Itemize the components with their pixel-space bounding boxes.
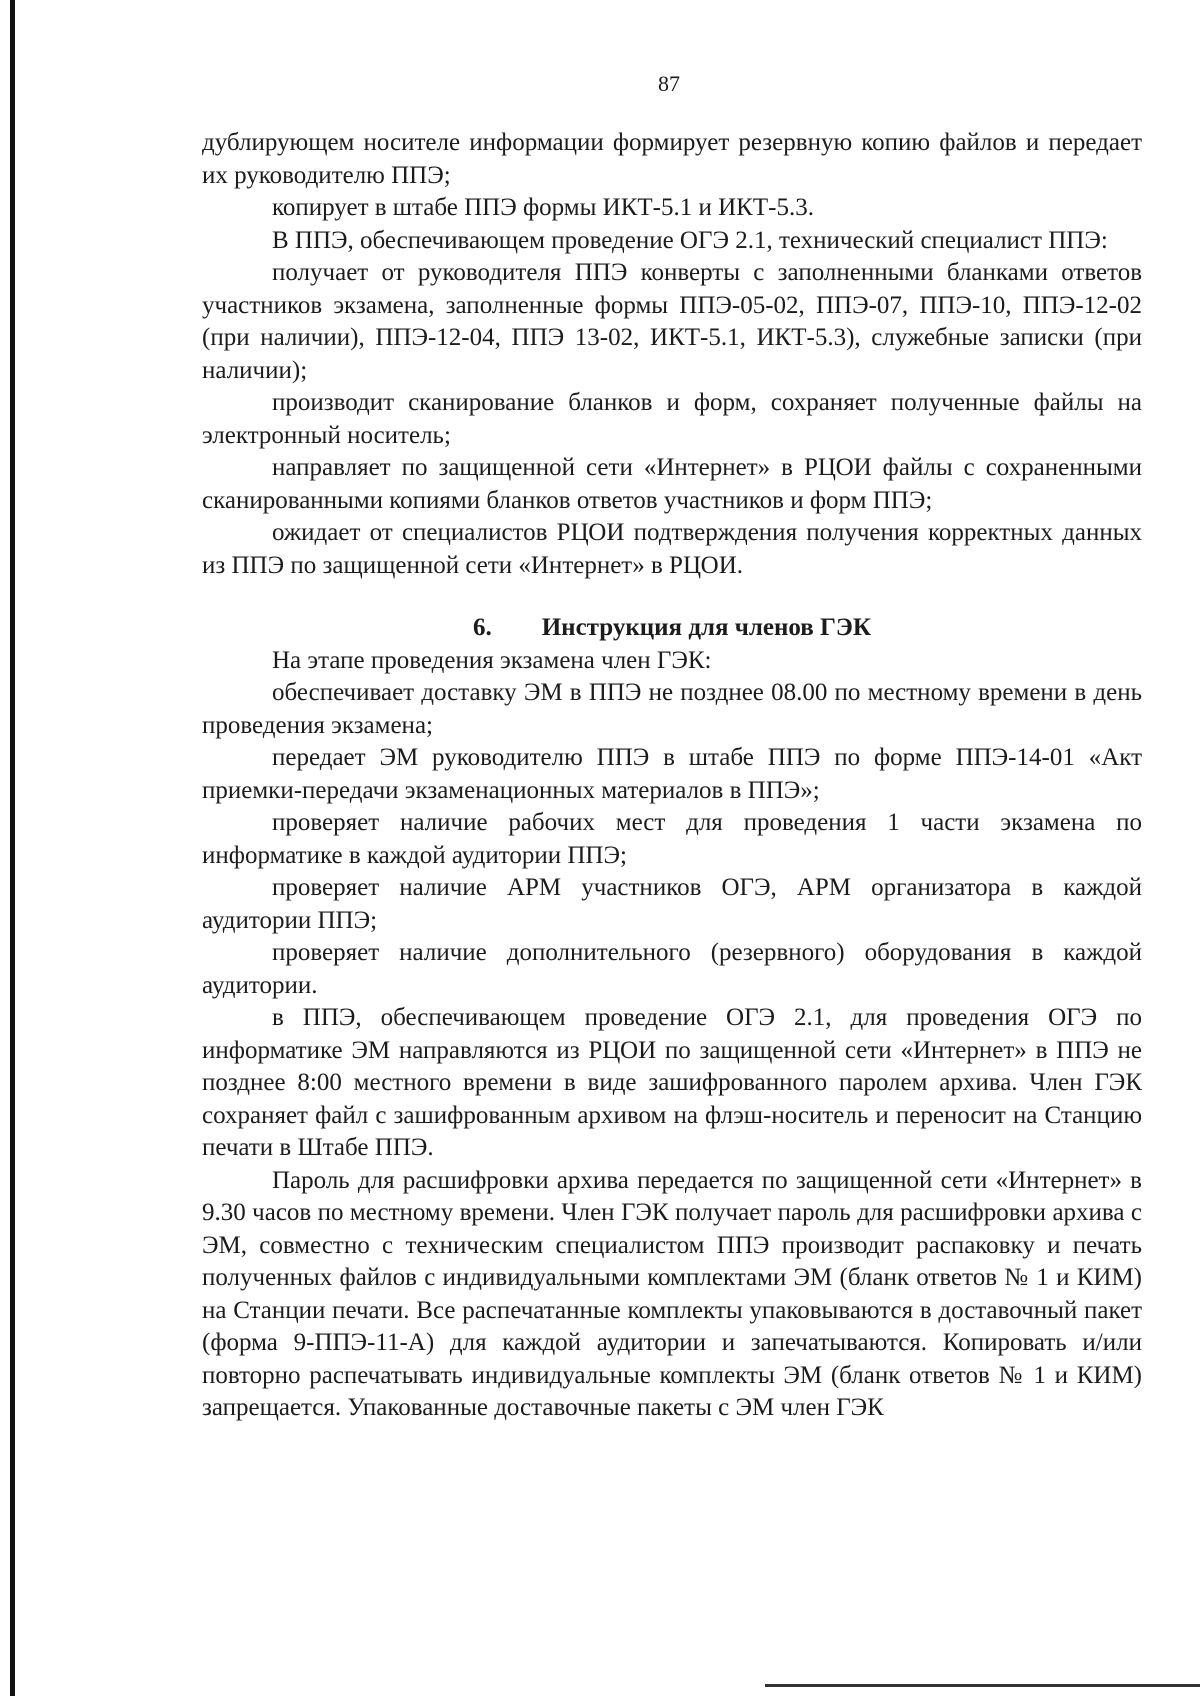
paragraph: в ППЭ, обеспечивающем проведение ОГЭ 2.1, для проведения ОГЭ по информатике ЭМ направляются из РЦОИ по защищенной сети «Интернет» в ППЭ не позднее 8:00 местного времени в виде зашифрованного паролем архива. Член ГЭК сохраняет файл с зашифрованным архивом на флэш-носитель и переносит на Станцию печати в Штабе ППЭ. [202, 1004, 1142, 1161]
scan-border-bottom [765, 1684, 1200, 1687]
section-title: Инструкция для членов ГЭК [541, 614, 872, 641]
section-heading [202, 612, 1142, 645]
paragraph: дублирующем носителе информации формирует резервную копию файлов и передает их руководителю ППЭ; [202, 129, 1142, 189]
paragraphs-after [202, 645, 1142, 1425]
paragraph: В ППЭ, обеспечивающем проведение ОГЭ 2.1, технический специалист ППЭ: [272, 226, 1108, 254]
paragraph: ожидает от специалистов РЦОИ подтверждения получения корректных данных из ППЭ по защищенной сети «Интернет» в РЦОИ. [202, 519, 1142, 579]
paragraph: копирует в штабе ППЭ формы ИКТ-5.1 и ИКТ-5.3. [272, 194, 814, 221]
paragraphs-before [202, 127, 1142, 582]
paragraph: проверяет наличие рабочих мест для проведения 1 части экзамена по информатике в каждой аудитории ППЭ; [202, 809, 1142, 869]
paragraph: получает от руководителя ППЭ конверты с заполненными бланками ответов участников экзамена, заполненные формы ППЭ-05-02, ППЭ-07, ППЭ-10, ППЭ-12-02 (при наличии), ППЭ-12-04, ППЭ 13-02, ИКТ-5.1, ИКТ-5.3), служебные записки (при наличии); [202, 259, 1142, 384]
document-body [202, 127, 1142, 1425]
paragraph: обеспечивает доставку ЭМ в ППЭ не позднее 08.00 по местному времени в день проведения экзамена; [202, 679, 1142, 739]
paragraph: Пароль для расшифровки архива передается по защищенной сети «Интернет» в 9.30 часов по местному времени. Член ГЭК получает пароль для расшифровки архива с ЭМ, совместно с техническим специалистом ППЭ производит распаковку и печать полученных файлов с индивидуальными комплектами ЭМ (бланк ответов № 1 и КИМ) на Станции печати. Все распечатанные комплекты упаковываются в доставочный пакет (форма 9-ППЭ-11-А) для каждой аудитории и запечатываются. Копировать и/или повторно распечатывать индивидуальные комплекты ЭМ (бланк ответов № 1 и КИМ) запрещается. Упакованные доставочные пакеты с ЭМ член ГЭК [202, 1166, 1142, 1421]
paragraph: производит сканирование бланков и форм, сохраняет полученные файлы на электронный носитель; [202, 389, 1142, 449]
section-number: 6. [472, 614, 492, 641]
paragraph: На этапе проведения экзамена член ГЭК: [272, 646, 712, 674]
paragraph: направляет по защищенной сети «Интернет» в РЦОИ файлы с сохраненными сканированными копиями бланков ответов участников и форм ППЭ; [202, 454, 1142, 514]
page-number: 87 [658, 71, 680, 96]
paragraph: передает ЭМ руководителю ППЭ в штабе ППЭ по форме ППЭ-14-01 «Акт приемки-передачи экзаменационных материалов в ППЭ»; [202, 744, 1142, 804]
scan-border-left [10, 0, 15, 1696]
paragraph: проверяет наличие дополнительного (резервного) оборудования в каждой аудитории. [202, 939, 1142, 999]
paragraph: проверяет наличие АРМ участников ОГЭ, АРМ организатора в каждой аудитории ППЭ; [202, 874, 1142, 934]
